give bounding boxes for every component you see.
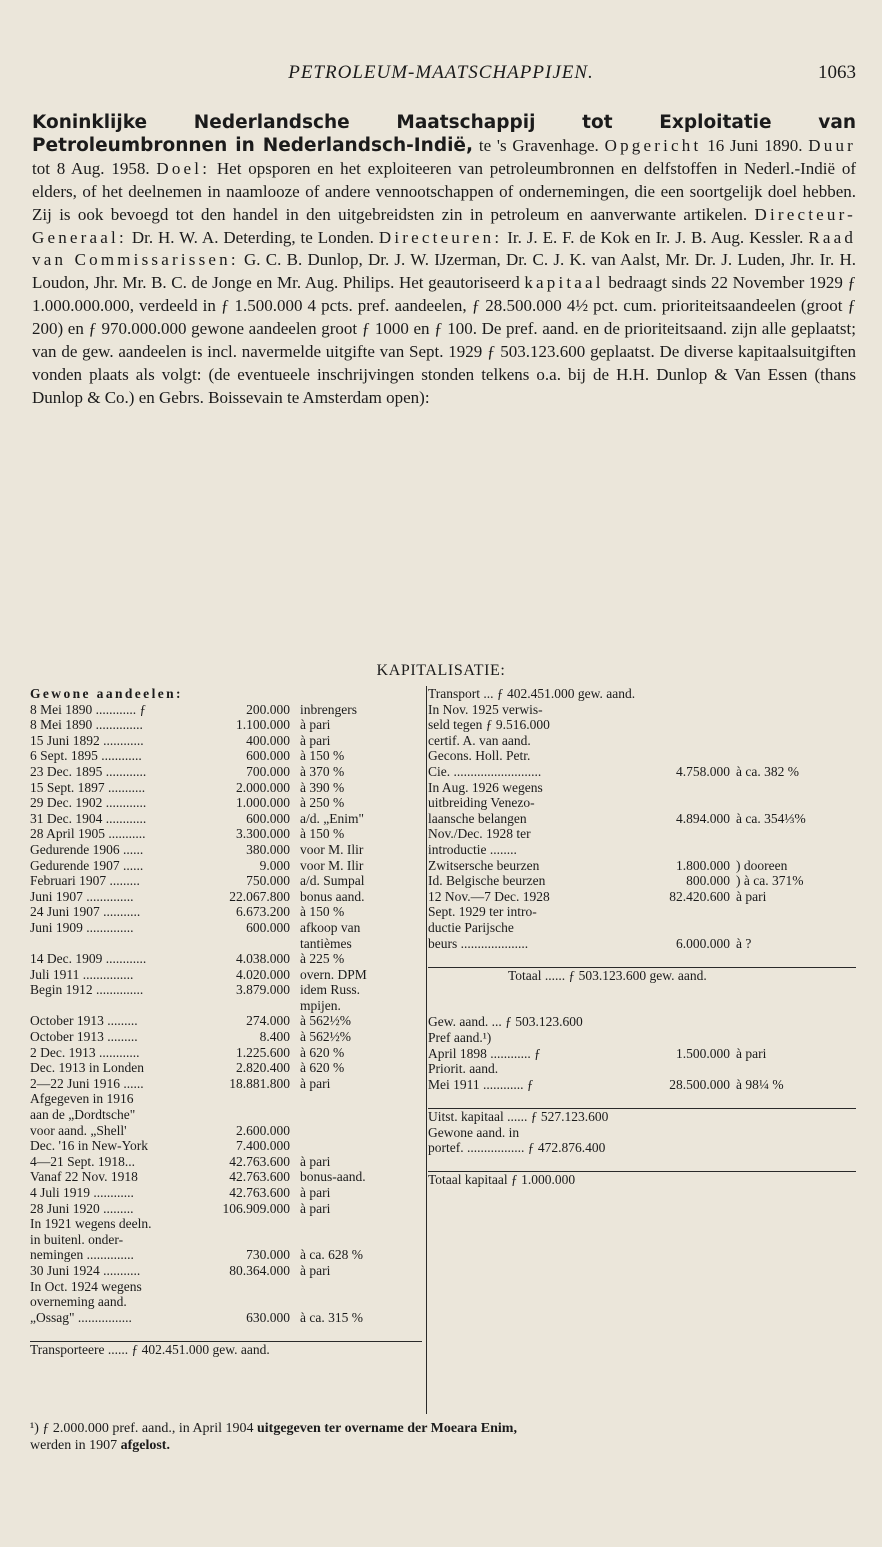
ledger-label: 15 Sept. 1897 ...........	[30, 779, 146, 795]
ledger-amount: 42.763.600	[229, 1185, 290, 1200]
ledger-label: aan de „Dordtsche"	[30, 1107, 136, 1123]
ledger-row	[428, 1077, 856, 1093]
ledger-row	[30, 1201, 422, 1217]
opgericht-label: Opgericht	[604, 135, 702, 155]
ledger-row	[30, 1325, 422, 1342]
directeuren-text: Ir. J. E. F. de Kok en Ir. J. B. Aug. Kessler.	[507, 227, 804, 247]
ledger-amount: 2.600.000	[236, 1122, 290, 1138]
ledger-label: Uitst. kapitaal ...... ƒ 527.123.600	[428, 1109, 609, 1125]
doel-text: Het opsporen en het exploiteeren van petroleumbronnen en delfstoffen in Nederl.-Indië of elders, of het deelnemen in naamlooze of andere vennootschappen of ondernemingen, die een soortgelijk doel hebben. Zij is ook bevoegd tot den handel in den uitgebreidsten zin in petroleum en aanverwante artikelen.	[32, 158, 856, 224]
ledger-row	[428, 811, 856, 827]
ledger-amount: 200.000	[246, 701, 290, 717]
ledger-note: à 370 %	[300, 763, 345, 779]
ledger-label: 8 Mei 1890 ............ ƒ	[30, 701, 147, 717]
ledger-row	[30, 1107, 422, 1123]
ledger-label: voor aand. „Shell'	[30, 1122, 127, 1138]
ledger-label: 15 Juni 1892 ............	[30, 732, 144, 748]
ledger-amount: 380.000	[246, 841, 290, 857]
kapitalisatie-ledger	[30, 686, 854, 1416]
ledger-row	[30, 1123, 422, 1139]
ledger-label: seld tegen ƒ 9.516.000	[428, 717, 550, 733]
ledger-amount: 82.420.600	[669, 888, 730, 904]
directeuren-label: Directeuren:	[378, 227, 503, 247]
ledger-right-column	[428, 686, 856, 1188]
ledger-row	[30, 889, 422, 905]
commissarissen-text: G. C. B. Dunlop, Dr. J. W. IJzerman, Dr. C. J. K. van Aalst, Mr. Dr. J. Luden, Jhr. Ir. H. Loudon, Jhr. Mr. B. C. de Jonge en Mr. Aug. Philips.	[32, 250, 857, 293]
ledger-note: à 225 %	[300, 951, 345, 967]
ledger-label: Totaal kapitaal ƒ 1.000.000	[428, 1172, 576, 1188]
ledger-label: April 1898 ............ ƒ	[428, 1045, 541, 1061]
ledger-row	[30, 1029, 422, 1045]
ledger-label: Mei 1911 ............ ƒ	[428, 1076, 534, 1092]
ledger-label: certif. A. van aand.	[428, 732, 531, 748]
ledger-amount: 1.100.000	[236, 717, 290, 733]
ledger-label: 24 Juni 1907 ...........	[30, 904, 141, 920]
ledger-row	[428, 748, 856, 764]
ledger-note: tantièmes	[300, 935, 352, 951]
ledger-label: 30 Juni 1924 ...........	[30, 1262, 141, 1278]
ledger-row	[428, 826, 856, 842]
ledger-amount: 2.820.400	[236, 1060, 290, 1076]
ledger-label: 29 Dec. 1902 ............	[30, 795, 147, 811]
ledger-row	[30, 998, 422, 1014]
kapitaal-pre: Het geautoriseerd	[398, 273, 520, 293]
ledger-row	[30, 904, 422, 920]
ledger-row	[428, 1109, 856, 1125]
ledger-label: in buitenl. onder-	[30, 1231, 124, 1247]
ledger-amount: 3.300.000	[236, 826, 290, 842]
ledger-label: Dec. 1913 in Londen	[30, 1060, 144, 1076]
ledger-label: 2 Dec. 1913 ............	[30, 1044, 140, 1060]
ledger-note: à pari	[736, 1045, 767, 1061]
ledger-row	[30, 780, 422, 796]
ledger-amount: 730.000	[246, 1247, 290, 1263]
ledger-row	[428, 842, 856, 858]
ledger-row	[428, 1156, 856, 1173]
ledger-label: In 1921 wegens deeln.	[30, 1216, 152, 1232]
ledger-note: bonus aand.	[300, 888, 365, 904]
ledger-amount: 42.763.600	[229, 1153, 290, 1169]
company-location: te 's Gravenhage.	[478, 135, 599, 155]
ledger-row	[428, 999, 856, 1015]
ledger-row	[428, 702, 856, 718]
ledger-note: à 562½%	[300, 1029, 351, 1045]
ledger-note: overn. DPM	[300, 966, 367, 982]
ledger-row	[30, 1169, 422, 1185]
column-divider	[426, 686, 427, 1414]
ledger-label: Totaal ...... ƒ 503.123.600 gew. aand.	[508, 967, 707, 983]
ledger-row	[428, 764, 856, 780]
ledger-amount: 800.000	[686, 873, 730, 889]
company-paragraph	[32, 112, 856, 410]
ledger-label: Februari 1907 .........	[30, 873, 140, 889]
ledger-row	[30, 1279, 422, 1295]
opgericht-date: 16 Juni 1890.	[707, 135, 803, 155]
footnote-line2: werden in 1907	[30, 1438, 118, 1453]
ledger-label: Cie. ..........................	[428, 763, 542, 779]
ledger-note: a/d. „Enim"	[300, 810, 364, 826]
ledger-label: Priorit. aand.	[428, 1061, 499, 1077]
ledger-row	[428, 733, 856, 749]
ledger-label: ductie Parijsche	[428, 919, 514, 935]
ledger-label: Gedurende 1907 ......	[30, 857, 144, 873]
ledger-note: à pari	[300, 1185, 331, 1200]
directeur-generaal-label: Directeur-Generaal:	[32, 204, 856, 247]
ledger-amount: 4.020.000	[236, 966, 290, 982]
ledger-row	[428, 1172, 856, 1188]
ledger-row	[428, 795, 856, 811]
kapitaal-text: bedraagt sinds 22 November 1929 ƒ 1.000.000.000, verdeeld in ƒ 1.500.000 4 pcts. pref. aandeelen, ƒ 28.500.000 4½ pct. cum. prioriteitsaandeelen (groot ƒ 200) en ƒ 970.000.000 gewone aandeelen groot ƒ 1000 en ƒ 100. De pref. aand. en de prioriteitsaand. zijn alle geplaatst; van de gew. aandeelen is incl. navermelde uitgifte van Sept. 1929 ƒ 503.123.600 geplaatst. De diverse kapitaalsuitgiften vonden plaats als volgt: (de eventueele inschrijvingen stonden telkens o.a. bij de H.H. Dunlop & Van Essen (thans Dunlop & Co.) en Gebrs. Boissevain te Amsterdam open):	[32, 273, 857, 407]
ledger-note: à ca. 315 %	[300, 1309, 363, 1325]
ledger-amount: 750.000	[246, 873, 290, 889]
ledger-row	[30, 764, 422, 780]
ledger-label: Zwitsersche beurzen	[428, 857, 540, 873]
ledger-label: beurs ....................	[428, 935, 529, 951]
ledger-amount: 600.000	[246, 919, 290, 935]
commissarissen-label: Raad van Commissarissen:	[32, 227, 857, 270]
ledger-note: ) dooreen	[736, 857, 788, 873]
ledger-amount: 600.000	[246, 810, 290, 826]
ledger-row	[428, 1046, 856, 1062]
ledger-note: à ?	[736, 935, 752, 951]
ledger-note: à 562½%	[300, 1013, 351, 1029]
ledger-amount: 4.894.000	[676, 810, 730, 826]
ledger-label: Vanaf 22 Nov. 1918	[30, 1169, 138, 1185]
ledger-row	[428, 1092, 856, 1109]
ledger-label: introductie ........	[428, 841, 517, 857]
ledger-row	[30, 811, 422, 827]
running-header	[0, 62, 882, 88]
ledger-label: In Aug. 1926 wegens	[428, 779, 543, 795]
ledger-note: a/d. Sumpal	[300, 873, 365, 889]
ledger-note: à 150 %	[300, 748, 345, 764]
ledger-note: à pari	[300, 1200, 331, 1216]
ledger-amount: 9.000	[259, 857, 290, 873]
ledger-label: In Nov. 1925 verwis-	[428, 701, 543, 717]
ledger-row	[428, 889, 856, 905]
ledger-amount: 6.673.200	[236, 904, 290, 920]
footnote	[30, 1420, 854, 1454]
ledger-amount: 400.000	[246, 732, 290, 748]
ledger-row	[30, 702, 422, 718]
ledger-row	[30, 1310, 422, 1326]
ledger-label: Dec. '16 in New-York	[30, 1138, 149, 1154]
ledger-note: à pari	[300, 1075, 331, 1091]
kapitalisatie-title: KAPITALISATIE:	[376, 662, 506, 679]
ledger-label: Gewone aand. in	[428, 1124, 520, 1140]
ledger-note: bonus-aand.	[300, 1169, 366, 1185]
ledger-amount: 1.800.000	[676, 857, 730, 873]
ledger-label: Gedurende 1906 ......	[30, 841, 144, 857]
ledger-label: 23 Dec. 1895 ............	[30, 763, 147, 779]
ledger-label: Gew. aand. ... ƒ 503.123.600	[428, 1014, 583, 1030]
ledger-row	[428, 936, 856, 952]
ledger-label: Pref aand.¹)	[428, 1030, 492, 1046]
doel-label: Doel:	[156, 158, 211, 178]
ledger-label: 12 Nov.—7 Dec. 1928	[428, 888, 550, 904]
ledger-amount: 274.000	[246, 1013, 290, 1029]
ledger-row	[30, 982, 422, 998]
ledger-label: Gewone aandeelen:	[30, 686, 183, 701]
ledger-left-column	[30, 686, 422, 1358]
ledger-row	[30, 1045, 422, 1061]
ledger-note: voor M. Ilir	[300, 841, 364, 857]
ledger-amount: 600.000	[246, 748, 290, 764]
ledger-label: 4—21 Sept. 1918...	[30, 1153, 136, 1169]
ledger-note: inbrengers	[300, 701, 357, 717]
ledger-row	[30, 748, 422, 764]
ledger-row	[30, 1060, 422, 1076]
ledger-note: à 620 %	[300, 1060, 345, 1076]
ledger-note: à 98¼ %	[736, 1076, 784, 1092]
ledger-note: à 150 %	[300, 826, 345, 842]
ledger-amount: 1.225.600	[236, 1044, 290, 1060]
ledger-label: „Ossag" ................	[30, 1309, 132, 1325]
ledger-label: 31 Dec. 1904 ............	[30, 810, 147, 826]
page-number: 1063	[818, 62, 856, 83]
ledger-row	[30, 1013, 422, 1029]
ledger-note: à pari	[736, 888, 767, 904]
ledger-label: Juni 1907 ..............	[30, 888, 134, 904]
ledger-label: portef. ................. ƒ 472.876.400	[428, 1140, 606, 1156]
ledger-row	[30, 967, 422, 983]
ledger-note: à 150 %	[300, 904, 345, 920]
ledger-row	[428, 780, 856, 796]
ledger-row	[30, 842, 422, 858]
ledger-row	[428, 858, 856, 874]
running-title: PETROLEUM-MAATSCHAPPIJEN.	[288, 62, 594, 83]
ledger-label: 8 Mei 1890 ..............	[30, 717, 143, 733]
ledger-row	[428, 873, 856, 889]
ledger-amount: 630.000	[246, 1309, 290, 1325]
ledger-label: Transport ... ƒ 402.451.000 gew. aand.	[428, 686, 636, 701]
ledger-row	[428, 1014, 856, 1030]
ledger-row	[30, 936, 422, 952]
ledger-amount: 3.879.000	[236, 982, 290, 998]
ledger-row	[428, 920, 856, 936]
ledger-row	[428, 968, 856, 984]
ledger-row	[30, 1138, 422, 1154]
ledger-note: à 250 %	[300, 795, 345, 811]
ledger-amount: 7.400.000	[236, 1138, 290, 1154]
ledger-label: Gecons. Holl. Petr.	[428, 748, 531, 764]
ledger-note: à ca. 382 %	[736, 763, 799, 779]
ledger-label: 2—22 Juni 1916 ......	[30, 1075, 144, 1091]
ledger-note: à pari	[300, 732, 331, 748]
ledger-amount: 106.909.000	[222, 1200, 290, 1216]
ledger-row	[30, 1342, 422, 1358]
ledger-row	[30, 1216, 422, 1232]
ledger-row	[30, 1154, 422, 1170]
ledger-row	[428, 904, 856, 920]
ledger-row	[30, 826, 422, 842]
footnote-line2-bold: afgelost.	[120, 1438, 170, 1453]
ledger-row	[428, 983, 856, 999]
ledger-amount: 1.000.000	[236, 795, 290, 811]
ledger-amount: 700.000	[246, 763, 290, 779]
ledger-row	[428, 686, 856, 702]
ledger-row	[30, 951, 422, 967]
duur-label: Duur	[808, 135, 857, 155]
ledger-row	[30, 686, 422, 702]
ledger-amount: 8.400	[259, 1029, 290, 1045]
ledger-amount: 42.763.600	[229, 1169, 290, 1185]
ledger-label: Afgegeven in 1916	[30, 1091, 134, 1107]
ledger-label: overneming aand.	[30, 1294, 127, 1310]
ledger-amount: 6.000.000	[676, 935, 730, 951]
ledger-row	[30, 1091, 422, 1107]
ledger-row	[30, 1076, 422, 1092]
ledger-note: afkoop van	[300, 919, 361, 935]
ledger-row	[428, 951, 856, 968]
ledger-label: Juni 1909 ..............	[30, 919, 134, 935]
ledger-label: Id. Belgische beurzen	[428, 873, 546, 889]
ledger-label: Juli 1911 ...............	[30, 966, 134, 982]
ledger-note: à 390 %	[300, 779, 345, 795]
ledger-label: laansche belangen	[428, 810, 527, 826]
ledger-amount: 22.067.800	[229, 888, 290, 904]
ledger-row	[30, 920, 422, 936]
ledger-note: à pari	[300, 1153, 331, 1169]
directeur-generaal-text: Dr. H. W. A. Deterding, te Londen.	[131, 227, 374, 247]
ledger-amount: 2.000.000	[236, 779, 290, 795]
ledger-row	[30, 1232, 422, 1248]
ledger-row	[30, 1185, 422, 1201]
ledger-label: In Oct. 1924 wegens	[30, 1278, 142, 1294]
ledger-row	[30, 873, 422, 889]
kapitaal-label: kapitaal	[524, 273, 604, 293]
ledger-label: 6 Sept. 1895 ............	[30, 748, 142, 764]
ledger-label: Nov./Dec. 1928 ter	[428, 826, 531, 842]
ledger-row	[30, 1263, 422, 1279]
ledger-label: 4 Juli 1919 ............	[30, 1185, 134, 1200]
ledger-note: idem Russ.	[300, 982, 361, 998]
ledger-label: Begin 1912 ..............	[30, 982, 144, 998]
ledger-note: ) à ca. 371%	[736, 873, 804, 889]
ledger-note: voor M. Ilir	[300, 857, 364, 873]
ledger-amount: 1.500.000	[676, 1045, 730, 1061]
ledger-row	[30, 733, 422, 749]
ledger-label: nemingen ..............	[30, 1247, 134, 1263]
ledger-amount: 4.758.000	[676, 763, 730, 779]
ledger-row	[30, 1247, 422, 1263]
ledger-amount: 28.500.000	[669, 1076, 730, 1092]
ledger-label: October 1913 .........	[30, 1013, 138, 1029]
ledger-note: à ca. 628 %	[300, 1247, 363, 1263]
ledger-note: à pari	[300, 717, 331, 733]
ledger-row	[428, 1061, 856, 1077]
footnote-bold: uitgegeven ter overname der Moeara Enim,	[257, 1421, 517, 1436]
ledger-label: 28 Juni 1920 .........	[30, 1200, 134, 1216]
duur-value: tot 8 Aug. 1958.	[32, 158, 150, 178]
ledger-label: Sept. 1929 ter intro-	[428, 904, 537, 920]
ledger-amount: 18.881.800	[229, 1075, 290, 1091]
ledger-row	[30, 1294, 422, 1310]
ledger-row	[30, 717, 422, 733]
ledger-label: uitbreiding Venezo-	[428, 795, 535, 811]
ledger-label: October 1913 .........	[30, 1029, 138, 1045]
ledger-label: 14 Dec. 1909 ............	[30, 951, 147, 967]
ledger-row	[428, 717, 856, 733]
ledger-label: Transporteere ...... ƒ 402.451.000 gew. aand.	[30, 1341, 270, 1357]
ledger-note: à ca. 354⅓%	[736, 810, 806, 826]
footnote-text: ¹) ƒ 2.000.000 pref. aand., in April 1904	[30, 1421, 254, 1436]
company-description	[32, 112, 856, 410]
ledger-row	[428, 1140, 856, 1156]
ledger-row	[428, 1125, 856, 1141]
ledger-amount: 80.364.000	[229, 1262, 290, 1278]
ledger-label: 28 April 1905 ...........	[30, 826, 146, 842]
ledger-note: à pari	[300, 1262, 331, 1278]
ledger-row	[30, 795, 422, 811]
ledger-row	[428, 1030, 856, 1046]
ledger-row	[30, 858, 422, 874]
ledger-amount: 4.038.000	[236, 951, 290, 967]
company-name: Koninklijke Nederlandsche Maatschappij tot Exploitatie van Petroleumbronnen in Nederlandsch-Indië,	[32, 112, 856, 156]
ledger-note: à 620 %	[300, 1044, 345, 1060]
ledger-note: mpijen.	[300, 997, 341, 1013]
